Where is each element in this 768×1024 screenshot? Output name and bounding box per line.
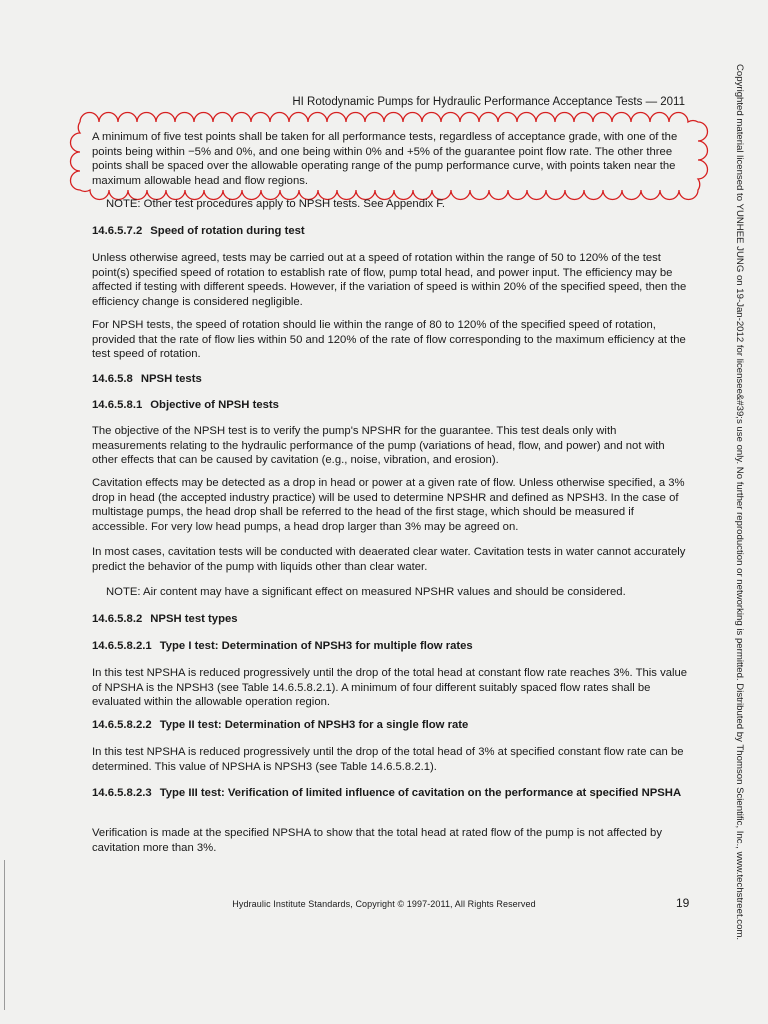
- page-number: 19: [676, 896, 690, 910]
- paragraph-speed-of-rotation: Unless otherwise agreed, tests may be carried out at a speed of rotation within the range of 50 to 120% of the test point(s) specified speed of rotation to establish rate of flow, pump total head, and power input. The efficiency may be affected if testing with different speeds. However, if the variation of speed is within 20% of the specified speed, then the efficiency change is considered negligible.: [92, 252, 687, 308]
- running-header: HI Rotodynamic Pumps for Hydraulic Performance Acceptance Tests — 2011: [292, 96, 685, 108]
- side-copyright-notice: Copyrighted material licensed to YUNHEE JUNG on 19-Jan-2012 for licensee&#39;s use only. No further reproduction or networking is permitted. Distributed by Thomson Scientific, Inc., www.techstreet.com.: [734, 64, 745, 941]
- heading-14-6-5-8-2-1: 14.6.5.8.2.1 Type I test: Determination of NPSH3 for multiple flow rates: [92, 640, 473, 652]
- heading-14-6-5-7-2: 14.6.5.7.2 Speed of rotation during test: [92, 225, 305, 237]
- page-footer: Hydraulic Institute Standards, Copyright © 1997-2011, All Rights Reserved: [232, 899, 536, 909]
- note-air-content: NOTE: Air content may have a significant effect on measured NPSHR values and should be considered.: [106, 586, 626, 598]
- paragraph-cavitation-effects: Cavitation effects may be detected as a drop in head or power at a given rate of flow. Unless otherwise specified, a 3% drop in head (the accepted industry practice) will be used to determine NPSHR and defined as NPSH3. In the case of multistage pumps, the head drop shall be referred to the head of the first stage, which should be measured if accessible. For very low head pumps, a head drop larger than 3% may be agreed on.: [92, 477, 685, 533]
- note-npsh-appendix: NOTE: Other test procedures apply to NPSH tests. See Appendix F.: [106, 198, 446, 210]
- paragraph-npsh-objective: The objective of the NPSH test is to verify the pump's NPSHR for the guarantee. This test deals only with measurements relating to the hydraulic performance of the pump (variations of head, flow, and power) and not with other effects that can be caused by cavitation (e.g., noise, vibration, and erosion).: [92, 425, 665, 467]
- paragraph-deaerated-water: In most cases, cavitation tests will be conducted with deaerated clear water. Cavitation tests in water cannot accurately predict the behavior of the pump with liquids other than clear water.: [92, 546, 686, 573]
- heading-14-6-5-8-1: 14.6.5.8.1 Objective of NPSH tests: [92, 399, 279, 411]
- paragraph-type-ii-test: In this test NPSHA is reduced progressively until the drop of the total head of 3% at specified constant flow rate can be determined. This value of NPSHA is NPSH3 (see Table 14.6.5.8.2.1).: [92, 746, 684, 773]
- heading-14-6-5-8: 14.6.5.8 NPSH tests: [92, 373, 202, 385]
- page-edge-line: [4, 860, 5, 1010]
- clouded-requirement-paragraph: A minimum of five test points shall be taken for all performance tests, regardless of acceptance grade, with one of the points being within −5% and 0%, and one being within 0% and +5% of the guarantee point flow rate. The other three points shall be spaced over the allowable operating range of the pump performance curve, with points taken near the maximum allowable head and flow regions.: [92, 131, 678, 187]
- heading-14-6-5-8-2-2: 14.6.5.8.2.2 Type II test: Determination of NPSH3 for a single flow rate: [92, 719, 469, 731]
- paragraph-type-i-test: In this test NPSHA is reduced progressively until the drop of the total head at constant flow rate reaches 3%. This value of NPSHA is the NPSH3 (see Table 14.6.5.8.2.1). A minimum of four different suitably spaced flow rates shall be evaluated within the allowable operation region.: [92, 667, 688, 709]
- paragraph-npsh-speed: For NPSH tests, the speed of rotation should lie within the range of 80 to 120% of the specified speed of rotation, provided that the rate of flow lies within 50 and 120% of the rate of flow corresponding to the maximum efficiency at the test speed of rotation.: [92, 319, 686, 361]
- heading-14-6-5-8-2: 14.6.5.8.2 NPSH test types: [92, 613, 238, 625]
- paragraph-type-iii-test: Verification is made at the specified NPSHA to show that the total head at rated flow of the pump is not affected by cavitation more than 3%.: [92, 827, 662, 854]
- heading-14-6-5-8-2-3: 14.6.5.8.2.3 Type III test: Verification of limited influence of cavitation on the performance at specified NPSHA: [92, 787, 682, 799]
